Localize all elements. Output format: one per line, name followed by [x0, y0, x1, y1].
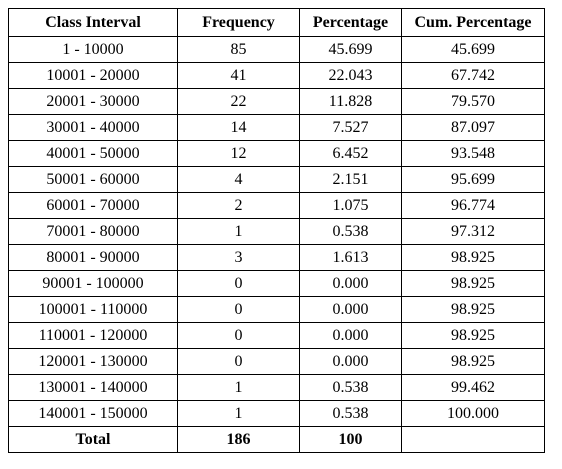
table-row: [9, 271, 545, 297]
cum-percentage-cell: 98.925: [402, 271, 545, 297]
frequency-cell: 14: [178, 115, 300, 141]
frequency-cell: 12: [178, 141, 300, 167]
class-interval-cell: 80001 - 90000: [9, 245, 178, 271]
table-row: [9, 89, 545, 115]
table-row: [9, 349, 545, 375]
percentage-cell: 0.000: [300, 297, 402, 323]
percentage-cell: 22.043: [300, 63, 402, 89]
frequency-table-container: [8, 8, 545, 453]
table-row: [9, 193, 545, 219]
cum-percentage-cell: 79.570: [402, 89, 545, 115]
table-row: [9, 297, 545, 323]
cum-percentage-cell: 98.925: [402, 245, 545, 271]
header-class-interval: Class Interval: [9, 9, 178, 37]
table-row: [9, 37, 545, 63]
class-interval-cell: 70001 - 80000: [9, 219, 178, 245]
header-percentage: Percentage: [300, 9, 402, 37]
frequency-cell: 2: [178, 193, 300, 219]
cum-percentage-cell: 97.312: [402, 219, 545, 245]
frequency-cell: 1: [178, 401, 300, 427]
frequency-distribution-table: [8, 8, 545, 453]
table-row: [9, 375, 545, 401]
total-label-cell: Total: [9, 427, 178, 453]
class-interval-cell: 90001 - 100000: [9, 271, 178, 297]
frequency-cell: 0: [178, 349, 300, 375]
class-interval-cell: 1 - 10000: [9, 37, 178, 63]
table-row: [9, 323, 545, 349]
class-interval-cell: 130001 - 140000: [9, 375, 178, 401]
class-interval-cell: 60001 - 70000: [9, 193, 178, 219]
table-row: [9, 245, 545, 271]
class-interval-cell: 50001 - 60000: [9, 167, 178, 193]
frequency-cell: 41: [178, 63, 300, 89]
total-frequency-cell: 186: [178, 427, 300, 453]
cum-percentage-cell: 95.699: [402, 167, 545, 193]
cum-percentage-cell: 98.925: [402, 349, 545, 375]
frequency-cell: 1: [178, 375, 300, 401]
total-cum-percentage-cell: [402, 427, 545, 453]
frequency-cell: 0: [178, 323, 300, 349]
percentage-cell: 0.000: [300, 271, 402, 297]
frequency-cell: 22: [178, 89, 300, 115]
header-cum-percentage: Cum. Percentage: [402, 9, 545, 37]
percentage-cell: 0.538: [300, 401, 402, 427]
table-row: [9, 115, 545, 141]
percentage-cell: 0.000: [300, 349, 402, 375]
cum-percentage-cell: 67.742: [402, 63, 545, 89]
frequency-cell: 0: [178, 297, 300, 323]
frequency-cell: 1: [178, 219, 300, 245]
percentage-cell: 0.538: [300, 375, 402, 401]
frequency-cell: 85: [178, 37, 300, 63]
percentage-cell: 6.452: [300, 141, 402, 167]
table-row: [9, 219, 545, 245]
class-interval-cell: 140001 - 150000: [9, 401, 178, 427]
percentage-cell: 0.000: [300, 323, 402, 349]
table-row: [9, 141, 545, 167]
class-interval-cell: 20001 - 30000: [9, 89, 178, 115]
class-interval-cell: 40001 - 50000: [9, 141, 178, 167]
table-row: [9, 63, 545, 89]
cum-percentage-cell: 99.462: [402, 375, 545, 401]
cum-percentage-cell: 87.097: [402, 115, 545, 141]
cum-percentage-cell: 98.925: [402, 297, 545, 323]
percentage-cell: 45.699: [300, 37, 402, 63]
class-interval-cell: 30001 - 40000: [9, 115, 178, 141]
class-interval-cell: 110001 - 120000: [9, 323, 178, 349]
table-row: [9, 401, 545, 427]
cum-percentage-cell: 96.774: [402, 193, 545, 219]
cum-percentage-cell: 45.699: [402, 37, 545, 63]
percentage-cell: 1.075: [300, 193, 402, 219]
frequency-cell: 3: [178, 245, 300, 271]
class-interval-cell: 10001 - 20000: [9, 63, 178, 89]
percentage-cell: 0.538: [300, 219, 402, 245]
header-frequency: Frequency: [178, 9, 300, 37]
cum-percentage-cell: 100.000: [402, 401, 545, 427]
table-body: [9, 37, 545, 453]
frequency-cell: 4: [178, 167, 300, 193]
total-row: [9, 427, 545, 453]
percentage-cell: 2.151: [300, 167, 402, 193]
percentage-cell: 11.828: [300, 89, 402, 115]
percentage-cell: 7.527: [300, 115, 402, 141]
class-interval-cell: 100001 - 110000: [9, 297, 178, 323]
table-header-row: [9, 9, 545, 37]
table-row: [9, 167, 545, 193]
percentage-cell: 1.613: [300, 245, 402, 271]
cum-percentage-cell: 93.548: [402, 141, 545, 167]
class-interval-cell: 120001 - 130000: [9, 349, 178, 375]
cum-percentage-cell: 98.925: [402, 323, 545, 349]
frequency-cell: 0: [178, 271, 300, 297]
total-percentage-cell: 100: [300, 427, 402, 453]
